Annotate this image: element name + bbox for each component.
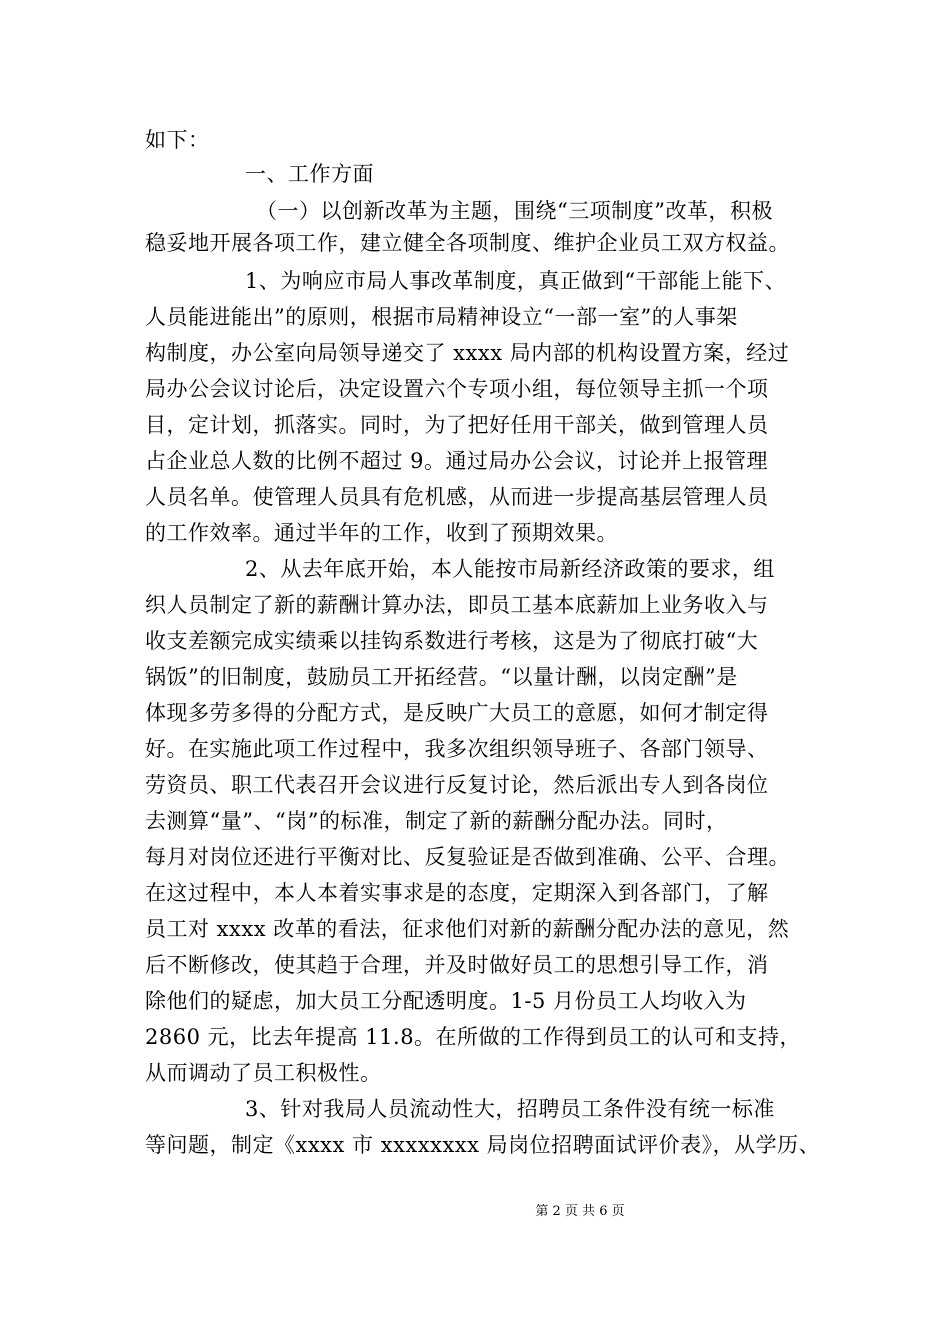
text-line: 的工作效率。通过半年的工作，收到了预期效果。 — [145, 521, 618, 545]
text-line: 在这过程中，本人本着实事求是的态度，定期深入到各部门，了解 — [145, 881, 769, 905]
text-line: 收支差额完成实绩乘以挂钩系数进行考核，这是为了彻底打破“大 — [145, 629, 759, 653]
text-line: 每月对岗位还进行平衡对比、反复验证是否做到准确、公平、合理。 — [145, 845, 790, 869]
section-heading: 一、工作方面 — [245, 162, 374, 186]
text-line: 构制度，办公室向局领导递交了 xxxx 局内部的机构设置方案，经过 — [145, 341, 790, 365]
text-line: 织人员制定了新的薪酬计算办法，即员工基本底薪加上业务收入与 — [145, 593, 769, 617]
text-line: 人员能进能出”的原则，根据市局精神设立“一部一室”的人事架 — [145, 305, 738, 329]
text-line: 去测算“量”、“岗”的标准，制定了新的薪酬分配办法。同时， — [145, 809, 728, 833]
text-line: 后不断修改，使其趋于合理，并及时做好员工的思想引导工作，消 — [145, 953, 769, 977]
text-line: 好。在实施此项工作过程中，我多次组织领导班子、各部门领导、 — [145, 737, 769, 761]
text-line: 从而调动了员工积极性。 — [145, 1061, 382, 1085]
text-line: 除他们的疑虑，加大员工分配透明度。1-5 月份员工人均收入为 — [145, 989, 747, 1013]
text-line: 劳资员、职工代表召开会议进行反复讨论，然后派出专人到各岗位 — [145, 773, 769, 797]
text-line: 如下： — [145, 128, 210, 152]
text-line: 体现多劳多得的分配方式，是反映广大员工的意愿，如何才制定得 — [145, 701, 769, 725]
text-line: 锅饭”的旧制度，鼓励员工开拓经营。“以量计酬，以岗定酬”是 — [145, 665, 738, 689]
text-line: 人员名单。使管理人员具有危机感，从而进一步提高基层管理人员 — [145, 485, 769, 509]
page-number: 第 2 页 共 6 页 — [535, 1204, 625, 1219]
text-line: 目，定计划，抓落实。同时，为了把好任用干部关，做到管理人员 — [145, 413, 769, 437]
text-line: 占企业总人数的比例不超过 9。通过局办公会议，讨论并上报管理 — [145, 449, 769, 473]
text-line: 稳妥地开展各项工作，建立健全各项制度、维护企业员工双方权益。 — [145, 231, 790, 255]
text-line: 2860 元，比去年提高 11.8。在所做的工作得到员工的认可和支持， — [145, 1025, 802, 1049]
paragraph-start: 3、针对我局人员流动性大，招聘员工条件没有统一标准 — [245, 1097, 775, 1121]
text-line: 等问题，制定《xxxx 市 xxxxxxxx 局岗位招聘面试评价表》，从学历、 — [145, 1133, 821, 1157]
paragraph-start: 2、从去年底开始，本人能按市局新经济政策的要求，组 — [245, 557, 775, 581]
text-line: 员工对 xxxx 改革的看法，征求他们对新的薪酬分配办法的意见，然 — [145, 917, 790, 941]
subsection-heading: （一）以创新改革为主题，围绕“三项制度”改革，积极 — [256, 199, 773, 223]
paragraph-start: 1、为响应市局人事改革制度，真正做到“干部能上能下、 — [245, 269, 787, 293]
text-line: 局办公会议讨论后，决定设置六个专项小组，每位领导主抓一个项 — [145, 377, 769, 401]
